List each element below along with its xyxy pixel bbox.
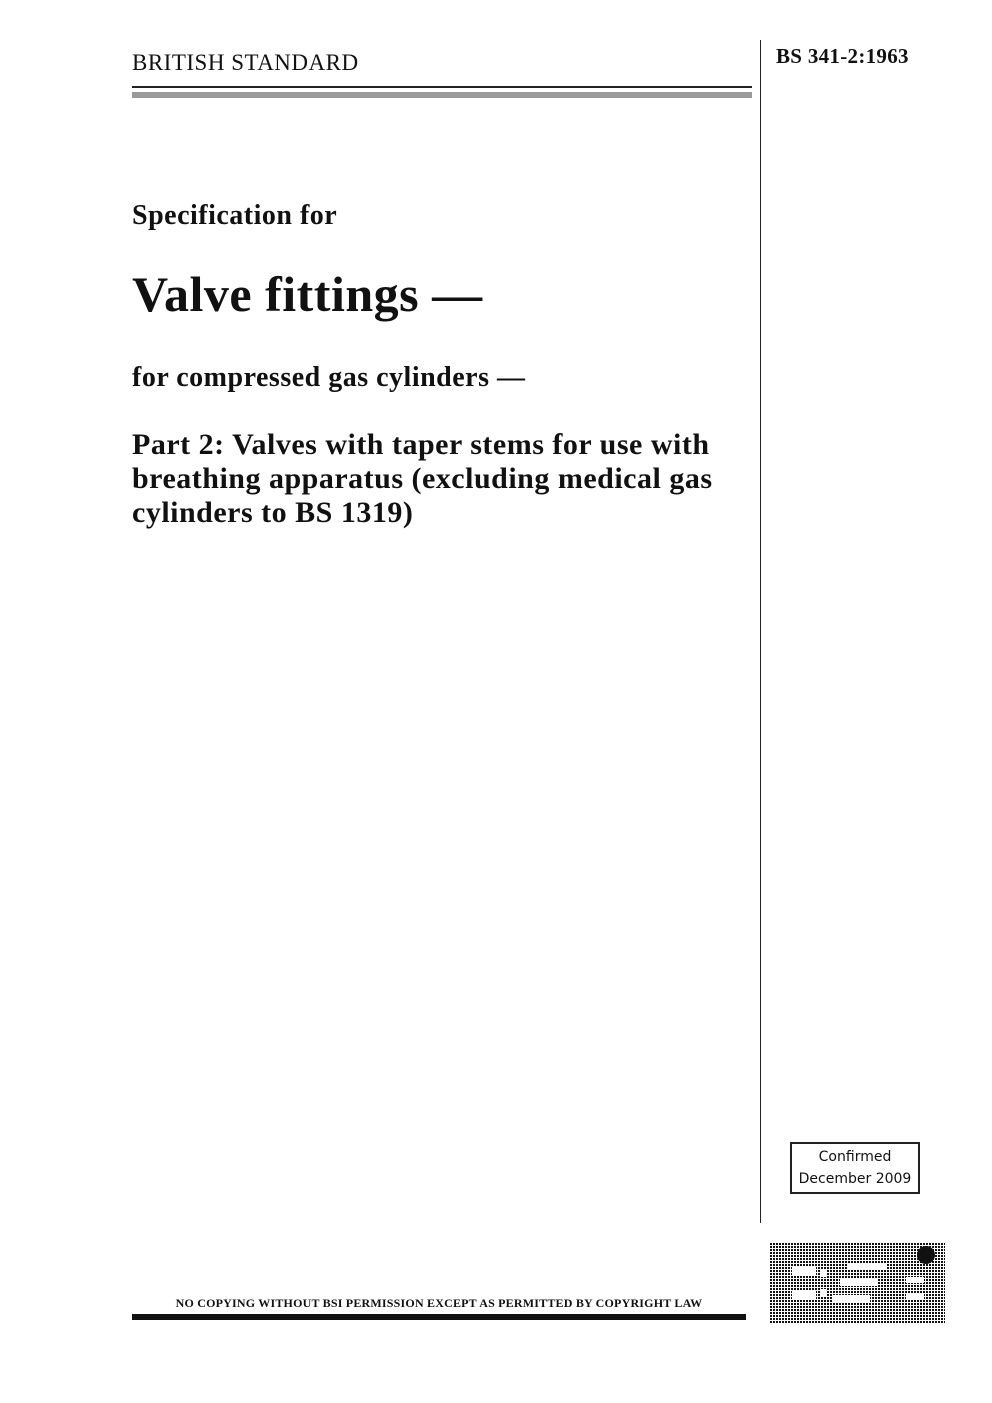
part-title: Part 2: Valves with taper stems for use with breathing apparatus (excluding medical gas cylinders to BS 1319) [132,428,713,529]
standard-number: BS 341-2:1963 [776,44,909,68]
confirmed-label: Confirmed [818,1149,892,1165]
main-title: Valve fittings — [132,266,483,322]
specification-for-label: Specification for [132,200,338,231]
subtitle: for compressed gas cylinders — [132,362,526,393]
header-rule-thick [132,92,752,98]
bsi-logo-icon [770,1243,945,1323]
confirmed-date: December 2009 [798,1171,912,1187]
publisher-label: BRITISH STANDARD [132,50,359,75]
vertical-divider [760,40,761,1223]
confirmed-stamp [790,1142,920,1194]
footer-rule [132,1314,746,1320]
header-rule-thin [132,86,752,88]
copyright-notice: NO COPYING WITHOUT BSI PERMISSION EXCEPT AS PERMITTED BY COPYRIGHT LAW [175,1296,703,1310]
